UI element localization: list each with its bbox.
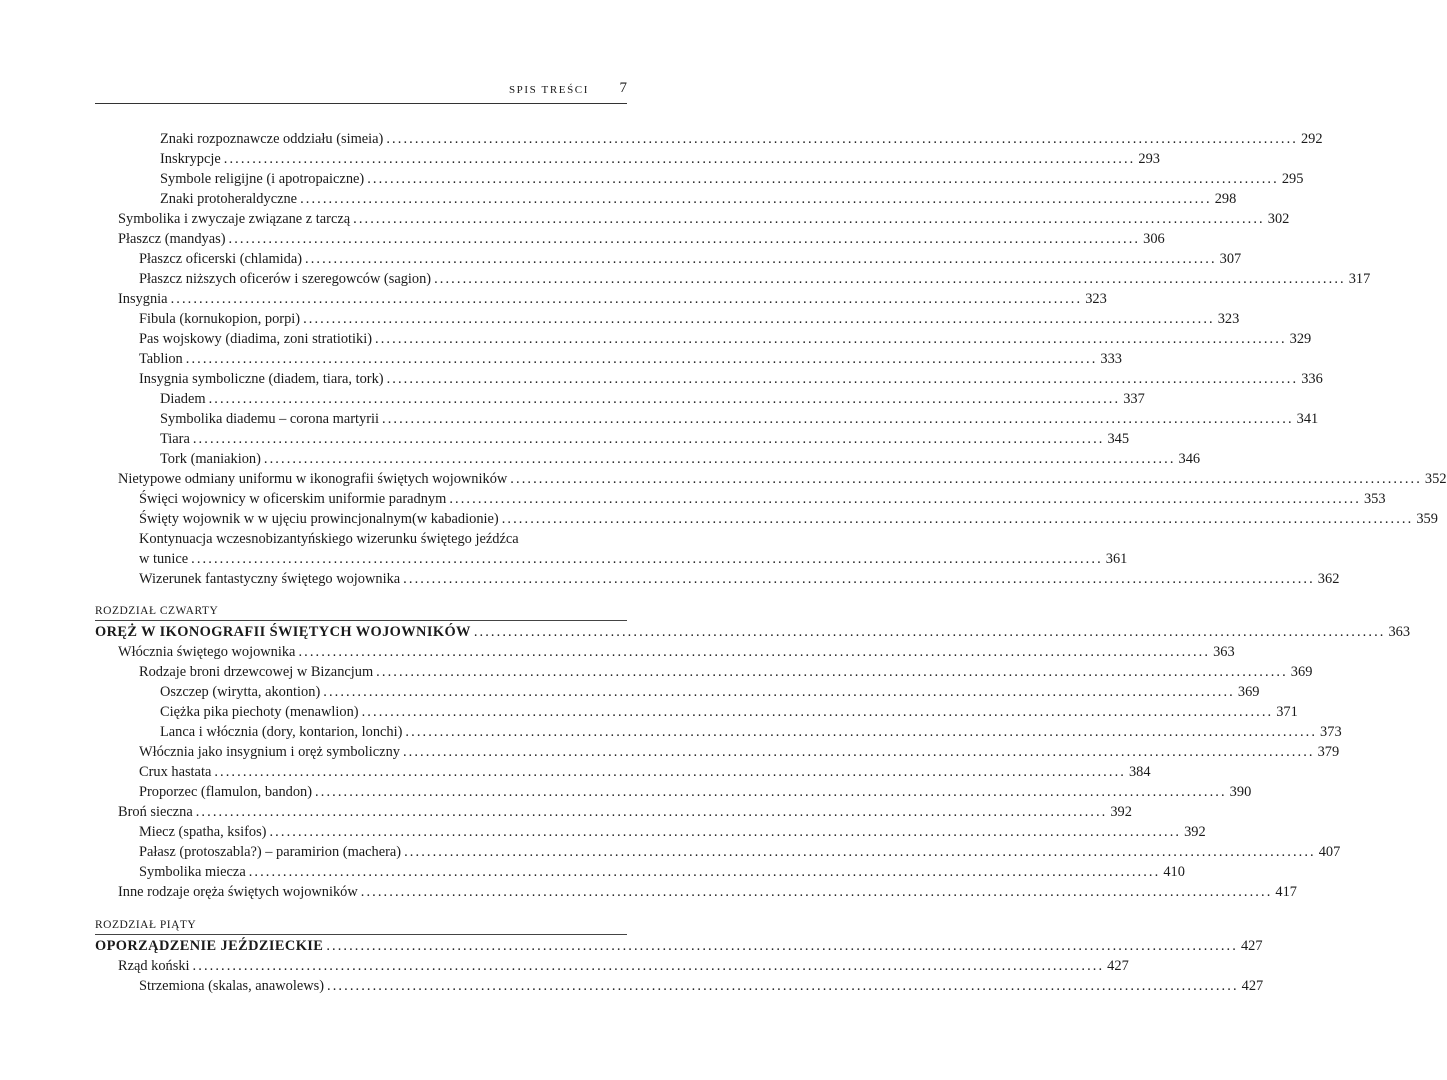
- dot-leader: ................................................................................................................................................................: [367, 171, 1279, 187]
- dot-leader: ................................................................................................................................................................: [434, 271, 1346, 287]
- dot-leader: ................................................................................................................................................................: [269, 824, 1182, 840]
- toc-entry[interactable]: Ciężka pika piechoty (menawlion) ................................................................................................................................................................ 371: [160, 704, 1298, 720]
- toc-entry[interactable]: Rząd koński ................................................................................................................................................................ 427: [118, 958, 1129, 974]
- dot-leader: ................................................................................................................................................................: [208, 391, 1121, 407]
- dot-leader: ................................................................................................................................................................: [402, 744, 1315, 760]
- running-header-title: SPIS TREŚCI: [508, 84, 589, 96]
- toc-entry[interactable]: Znaki rozpoznawcze oddziału (simeia) ................................................................................................................................................................ 292: [160, 131, 1323, 147]
- dot-leader: ................................................................................................................................................................: [361, 704, 1274, 720]
- chapter-title-entry[interactable]: ORĘŻ W IKONOGRAFII ŚWIĘTYCH WOJOWNIKÓW ................................................................................................................................................................ 363: [95, 624, 1411, 640]
- toc-entry[interactable]: w tunice ................................................................................................................................................................ 361: [139, 551, 1128, 567]
- dot-leader: ................................................................................................................................................................: [263, 451, 1176, 467]
- toc-entry[interactable]: Symbolika miecza ................................................................................................................................................................ 410: [139, 864, 1185, 880]
- dot-leader: ................................................................................................................................................................: [300, 191, 1212, 207]
- toc-entry[interactable]: Pałasz (protoszabla?) – paramirion (machera) ................................................................................................................................................................ 407: [139, 844, 1341, 860]
- toc-entry[interactable]: Pas wojskowy (diadima, zoni stratiotiki) ................................................................................................................................................................ 329: [139, 331, 1312, 347]
- dot-leader: ................................................................................................................................................................: [403, 571, 1315, 587]
- toc-entry[interactable]: Tork (maniakion) ................................................................................................................................................................ 346: [160, 451, 1201, 467]
- dot-leader: ................................................................................................................................................................: [298, 644, 1211, 660]
- toc-entry[interactable]: Wizerunek fantastyczny świętego wojownika ................................................................................................................................................................ 362: [139, 571, 1340, 587]
- dot-leader: ................................................................................................................................................................: [353, 211, 1265, 227]
- dot-leader: ................................................................................................................................................................: [185, 351, 1098, 367]
- dot-leader: ................................................................................................................................................................: [473, 624, 1386, 640]
- dot-leader: ................................................................................................................................................................: [192, 958, 1105, 974]
- toc-entry[interactable]: Symbole religijne (i apotropaiczne) ................................................................................................................................................................ 295: [160, 171, 1304, 187]
- toc-entry[interactable]: Broń sieczna ................................................................................................................................................................ 392: [118, 804, 1132, 820]
- toc-entry[interactable]: Insygnia ................................................................................................................................................................ 323: [118, 291, 1107, 307]
- chapter-label: ROZDZIAŁ CZWARTY: [95, 605, 219, 617]
- toc-entry[interactable]: Fibula (kornukopion, porpi) ................................................................................................................................................................ 323: [139, 311, 1240, 327]
- dot-leader: ................................................................................................................................................................: [214, 764, 1126, 780]
- dot-leader: ................................................................................................................................................................: [449, 491, 1361, 507]
- toc-entry[interactable]: Tiara ................................................................................................................................................................ 345: [160, 431, 1130, 447]
- toc-entry[interactable]: Inskrypcje ................................................................................................................................................................ 293: [160, 151, 1160, 167]
- chapter-rule: [95, 620, 627, 621]
- dot-leader: ................................................................................................................................................................: [195, 804, 1108, 820]
- dot-leader: ................................................................................................................................................................: [375, 331, 1287, 347]
- dot-leader: ................................................................................................................................................................: [386, 131, 1298, 147]
- toc-entry[interactable]: Święci wojownicy w oficerskim uniformie paradnym ................................................................................................................................................................ 353: [139, 491, 1386, 507]
- dot-leader: ................................................................................................................................................................: [360, 884, 1273, 900]
- dot-leader: ................................................................................................................................................................: [386, 371, 1299, 387]
- toc-entry[interactable]: Włócznia świętego wojownika ................................................................................................................................................................ 363: [118, 644, 1235, 660]
- toc-entry[interactable]: Symbolika diademu – corona martyrii ................................................................................................................................................................ 341: [160, 411, 1319, 427]
- dot-leader: ................................................................................................................................................................: [248, 864, 1161, 880]
- dot-leader: ................................................................................................................................................................: [404, 844, 1316, 860]
- dot-leader: ................................................................................................................................................................: [326, 938, 1238, 954]
- toc-entry[interactable]: Oszczep (wirytta, akontion) ................................................................................................................................................................ 369: [160, 684, 1260, 700]
- toc-entry[interactable]: Miecz (spatha, ksifos) ................................................................................................................................................................ 392: [139, 824, 1206, 840]
- toc-entry[interactable]: Proporzec (flamulon, bandon) ................................................................................................................................................................ 390: [139, 784, 1252, 800]
- chapter-label: ROZDZIAŁ PIĄTY: [95, 919, 197, 931]
- toc-entry[interactable]: Symbolika i zwyczaje związane z tarczą ................................................................................................................................................................ 302: [118, 211, 1290, 227]
- dot-leader: ................................................................................................................................................................: [501, 511, 1414, 527]
- toc-entry-first-line[interactable]: Kontynuacja wczesnobizantyńskiego wizerunku świętego jeźdźca: [139, 531, 519, 547]
- toc-entry[interactable]: Crux hastata ................................................................................................................................................................ 384: [139, 764, 1151, 780]
- dot-leader: ................................................................................................................................................................: [405, 724, 1318, 740]
- dot-leader: ................................................................................................................................................................: [170, 291, 1083, 307]
- dot-leader: ................................................................................................................................................................: [510, 471, 1422, 487]
- toc-entry[interactable]: Włócznia jako insygnium i oręż symboliczny ................................................................................................................................................................ 379: [139, 744, 1340, 760]
- dot-leader: ................................................................................................................................................................: [303, 311, 1215, 327]
- dot-leader: ................................................................................................................................................................: [327, 978, 1239, 994]
- chapter-title-entry[interactable]: OPORZĄDZENIE JEŹDZIECKIE ................................................................................................................................................................ 427: [95, 938, 1263, 954]
- dot-leader: ................................................................................................................................................................: [191, 551, 1103, 567]
- dot-leader: ................................................................................................................................................................: [228, 231, 1141, 247]
- toc-entry[interactable]: Znaki protoheraldyczne ................................................................................................................................................................ 298: [160, 191, 1237, 207]
- toc-entry[interactable]: Inne rodzaje oręża świętych wojowników ................................................................................................................................................................ 417: [118, 884, 1297, 900]
- toc-entry[interactable]: Diadem ................................................................................................................................................................ 337: [160, 391, 1145, 407]
- dot-leader: ................................................................................................................................................................: [382, 411, 1294, 427]
- dot-leader: ................................................................................................................................................................: [192, 431, 1105, 447]
- toc-entry[interactable]: Strzemiona (skalas, anawolews) ................................................................................................................................................................ 427: [139, 978, 1264, 994]
- page-number: 7: [619, 80, 627, 96]
- toc-entry[interactable]: Rodzaje broni drzewcowej w Bizancjum ................................................................................................................................................................ 369: [139, 664, 1313, 680]
- dot-leader: ................................................................................................................................................................: [223, 151, 1136, 167]
- toc-entry[interactable]: Święty wojownik w w ujęciu prowincjonalnym(w kabadionie) ................................................................................................................................................................ 359: [139, 511, 1438, 527]
- toc-entry[interactable]: Nietypowe odmiany uniformu w ikonografii świętych wojowników ................................................................................................................................................................ 352: [118, 471, 1447, 487]
- chapter-rule: [95, 934, 627, 935]
- toc-entry[interactable]: Płaszcz oficerski (chlamida) ................................................................................................................................................................ 307: [139, 251, 1242, 267]
- toc-entry[interactable]: Płaszcz (mandyas) ................................................................................................................................................................ 306: [118, 231, 1165, 247]
- toc-entry[interactable]: Insygnia symboliczne (diadem, tiara, tork) ................................................................................................................................................................ 336: [139, 371, 1323, 387]
- toc-entry[interactable]: Tablion ................................................................................................................................................................ 333: [139, 351, 1122, 367]
- toc-entry[interactable]: Płaszcz niższych oficerów i szeregowców (sagion) ................................................................................................................................................................ 317: [139, 271, 1371, 287]
- dot-leader: ................................................................................................................................................................: [323, 684, 1235, 700]
- toc-entry[interactable]: Lanca i włócznia (dory, kontarion, lonchi) ................................................................................................................................................................ 373: [160, 724, 1342, 740]
- dot-leader: ................................................................................................................................................................: [305, 251, 1217, 267]
- dot-leader: ................................................................................................................................................................: [315, 784, 1227, 800]
- dot-leader: ................................................................................................................................................................: [376, 664, 1288, 680]
